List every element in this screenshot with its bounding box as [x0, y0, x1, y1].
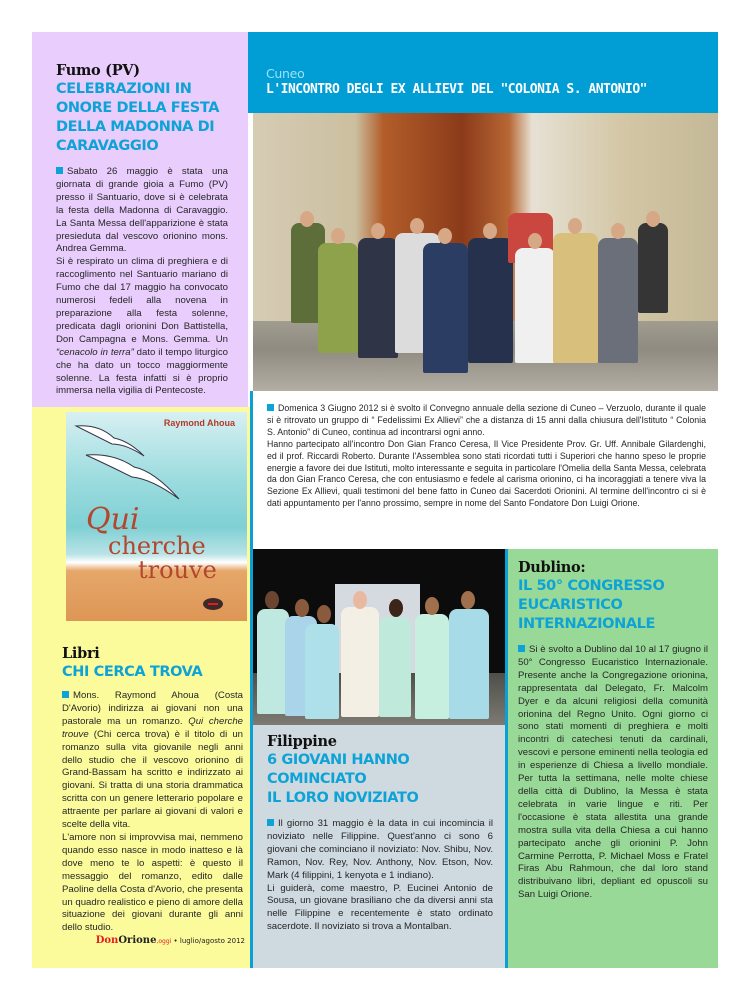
person-head: [389, 599, 403, 617]
cuneo-body: [267, 403, 706, 510]
dublino-headline-line: EUCARISTICO: [518, 597, 623, 613]
dublino-paragraph-1: [518, 644, 708, 902]
filippine-kicker: Filippine: [267, 733, 337, 750]
libri-book-title-italic: Qui cherche trouve: [62, 715, 243, 740]
brand-oggi: ,oggi: [156, 938, 172, 945]
bullet-square-icon: [56, 167, 63, 174]
filippine-photo-scene: [253, 549, 505, 725]
person-head: [646, 211, 660, 227]
dublino-kicker: Dublino:: [518, 559, 586, 576]
person-head: [265, 591, 279, 609]
book-cover-image: [66, 412, 247, 621]
libri-paragraph-1: [62, 690, 243, 832]
cuneo-paragraph-2: Hanno partecipato all'incontro Don Gian Franco Ceresa, Il Vice Presidente Prov. Gr. Uff. Annibale Gilardenghi, ed il prof. Riccardi Roberto. Durante l'Assemblea sono stati ricordati tutti i Superiori che hanno speso le proprie energie a favore dei due Istituti, molto interessante e seguita in particolare l'Omelia della Santa Messa, celebrata da don Gian Franco Ceresa, che con entusiasmo e fedele al carisma orionino, ci ha incoraggiati a tenere viva la Sezione Ex Allievi, quali testimoni del bene fatto in Cuneo dai Sacerdoti Orionini. Al termine dell'incontro ci si è dati appuntamento per l'anno prossimo, sempre in nome del Santo Fondatore Don Luigi Orione.: [267, 438, 706, 509]
dublino-headline-line: INTERNAZIONALE: [518, 616, 655, 632]
libri-paragraph-2: L'amore non si improvvisa mai, nemmeno quando esso nasce in modo inatteso e là dove meno te lo aspetti: è questo il messaggio del romanzo, edito dalle Paoline della Costa d'Avorio, che presenta un quadro realistico e pieno di amore della situazione dei giovani durante gli anni dello studio.: [62, 831, 243, 934]
filippine-headline-line: COMINCIATO: [267, 771, 367, 787]
magazine-footer: [60, 935, 245, 946]
person-head: [461, 591, 475, 609]
fumo-headline-line: DELLA MADONNA DI: [56, 119, 215, 135]
person-head: [295, 599, 309, 617]
bullet-square-icon: [267, 819, 274, 826]
person-figure: [553, 233, 598, 363]
person-figure: [515, 248, 555, 363]
fumo-headline-line: CARAVAGGIO: [56, 138, 159, 154]
person-figure: [423, 243, 468, 373]
person-figure: [598, 238, 638, 363]
book-author: Raymond Ahoua: [163, 418, 235, 428]
person-head: [425, 597, 439, 615]
fumo-kicker: Fumo (PV): [56, 62, 140, 79]
person-head: [331, 228, 345, 244]
libri-text-1a: Mons. Raymond Ahoua (Costa D'Avorio) indirizza ai giovani non una pastorale ma un romanzo.: [62, 690, 243, 727]
person-figure: [415, 614, 449, 719]
person-figure: [468, 238, 513, 363]
issue-date: • luglio/agosto 2012: [173, 937, 245, 945]
filippine-paragraph-2: Li guiderà, come maestro, P. Eucinei Antonio de Sousa, un giovane brasiliano che da diversi anni sta nelle Filippine e recentemente è stato ordinato sacerdote. Il noviziato si trova a Montalban.: [267, 882, 493, 933]
fumo-headline-line: ONORE DELLA FESTA: [56, 100, 220, 116]
book-title-line: cherche: [108, 532, 206, 560]
person-head: [410, 218, 424, 234]
cuneo-kicker: Cuneo: [266, 66, 305, 81]
bullet-square-icon: [62, 691, 69, 698]
fumo-paragraph-1: [56, 166, 228, 256]
person-head: [483, 223, 497, 239]
filippine-paragraph-1: [267, 818, 493, 883]
article-cuneo: [253, 391, 718, 543]
dublino-headline-line: IL 50° CONGRESSO: [518, 578, 665, 594]
person-head: [371, 223, 385, 239]
cuneo-text-1: Domenica 3 Giugno 2012 si è svolto il Convegno annuale della sezione di Cuneo – Verzuolo, durante il quale si è ritrovato un gruppo di “ Fedelissimi Ex Allievi” che a distanza di 15 anni dalla chiusura dell'Istituto “ Colonia S. Antonio” di Cuneo, continua ad incontrarsi ogni anno.: [267, 403, 706, 437]
filippine-headline: [267, 751, 493, 808]
person-figure: [341, 607, 379, 717]
bullet-square-icon: [267, 404, 274, 411]
article-libri: [62, 645, 243, 935]
book-title-line: trouve: [138, 556, 217, 584]
dublino-text-1: Si è svolto a Dublino dal 10 al 17 giugno il 50° Congresso Eucaristico Internazionale. Presente anche la Congregazione orionina, rappresentata dal Delegato, Fr. Malcolm Dyer e da alcuni religiosi della comunità orionina del Regno Unito. Ogni giorno ci sono stati momenti di preghiera e molti incontri di catechesi tenuti da cardinali, vescovi e persone eminenti nella teologia ed in esperienze di Chiesa a livello mondiale. Per tutta la settimana, nelle molte chiese della città di Dublino, la Messa è stata celebrata in varie lingue e riti. Per l'occasione è stata allestita una grande mostra sulla vita della Chiesa a cui hanno partecipato anche gli orionini P. John Carmine Perrotta, P. Michael Moss e Fratel Firas Abu Rahmoun, che dal loro stand distribuivano libri, depliant ed opuscoli su San Luigi Orione.: [518, 644, 708, 901]
article-dublino: [508, 549, 718, 968]
libri-text-1b: (Chi cerca trova) è il titolo di un romanzo sulla vita giovanile negli anni dello studio che il vescovo orionino di Grand-Bassam ha scritto e indirizzato ai giovani. Si tratta di una storia drammatica scritta con un genere letterario popolare e attraente per parlare ai giovani di valori e scelte della vita.: [62, 728, 243, 831]
person-figure: [449, 609, 489, 719]
filippine-group-photo: [253, 549, 505, 725]
article-fumo: [32, 32, 248, 407]
person-figure: [638, 223, 668, 313]
bullet-square-icon: [518, 645, 525, 652]
person-figure: [318, 243, 358, 353]
person-head: [568, 218, 582, 234]
person-figure: [305, 624, 339, 719]
cuneo-group-photo: [253, 113, 718, 391]
cuneo-paragraph-1: [267, 403, 706, 439]
person-head: [300, 211, 314, 227]
person-head: [317, 605, 331, 623]
fumo-paragraph-2: [56, 256, 228, 398]
cuneo-photo-scene: [253, 113, 718, 391]
publisher-logo-icon: [202, 597, 224, 611]
person-head: [353, 591, 367, 609]
seagull-icon: [84, 447, 184, 507]
person-head: [611, 223, 625, 239]
person-figure: [379, 617, 411, 717]
dublino-body: [518, 644, 708, 902]
filippine-text-1: Il giorno 31 maggio è la data in cui incomincia il noviziato nelle Filippine. Quest'anno ci sono 6 giovani che cominciano il noviziato: Nov. Shibu, Nov. Ramon, Nov. Rey, Nov. Anthony, Nov. Etson, Nov. Mark (4 filippini, 1 kenyota e 1 indiano).: [267, 818, 493, 881]
fumo-body: [56, 166, 228, 398]
filippine-headline-line: IL LORO NOVIZIATO: [267, 790, 419, 806]
filippine-headline-line: 6 GIOVANI HANNO: [267, 752, 410, 768]
dublino-headline: [518, 577, 708, 634]
book-title-line: Qui: [86, 502, 140, 537]
person-head: [528, 233, 542, 249]
cuneo-title: L'INCONTRO DEGLI EX ALLIEVI DEL "COLONIA S. ANTONIO": [266, 82, 647, 97]
fumo-text-1: Sabato 26 maggio è stata una giornata di grande gioia a Fumo (PV) presso il Santuario, dove si è celebrata la festa della Madonna di Caravaggio. La Santa Messa dell'apparizione è stata presieduta dal vescovo orionino mons. Andrea Gemma.: [56, 166, 228, 255]
brand-don: Don: [95, 935, 119, 946]
person-figure: [358, 238, 398, 358]
libri-kicker: Libri: [62, 645, 100, 662]
libri-body: [62, 690, 243, 935]
fumo-headline-line: CELEBRAZIONI IN: [56, 81, 192, 97]
person-head: [438, 228, 452, 244]
libri-headline: CHI CERCA TROVA: [62, 664, 203, 680]
filippine-body: [267, 818, 493, 934]
fumo-text-2b: dato il tempo liturgico che ha dato un tocco maggiormente solenne. La festa infatti si è proprio immersa nella vigilia di Pentecoste.: [56, 346, 228, 397]
fumo-text-2-italic: “cenacolo in terra”: [56, 346, 134, 358]
article-cuneo-header: [248, 32, 718, 113]
fumo-text-2a: Si è respirato un clima di preghiera e di raccoglimento nel Santuario mariano di Fumo che dal 17 maggio ha convocato numerosi fedeli alla novena in preparazione alla festa solenne, predicata dagli orionini Don Battistella, Don Campagna e Mons. Gemma. Un: [56, 256, 228, 345]
fumo-headline: [56, 80, 228, 156]
article-filippine: [253, 725, 505, 968]
brand-orione: Orione: [118, 935, 157, 946]
